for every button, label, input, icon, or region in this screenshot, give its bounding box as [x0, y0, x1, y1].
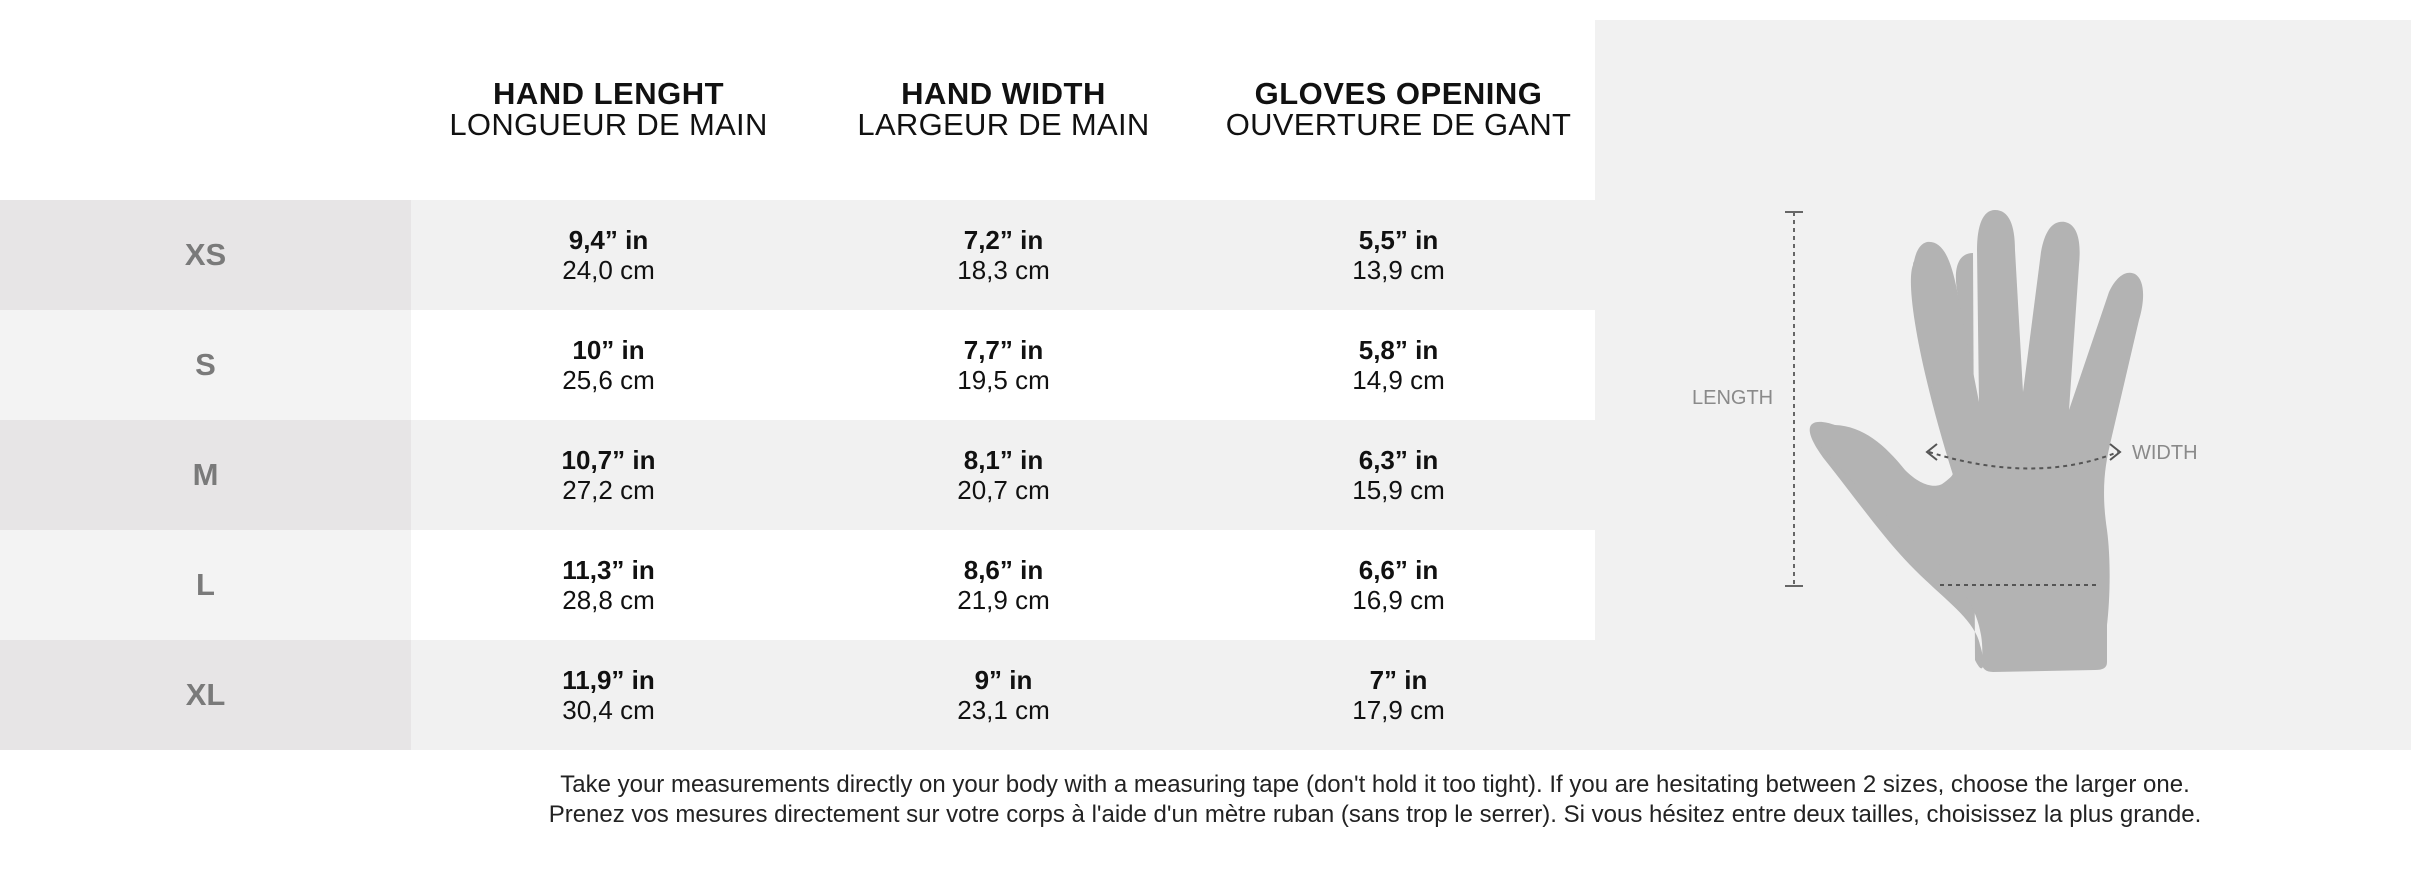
size-label: L: [0, 530, 411, 640]
opening-cm: 15,9 cm: [1352, 475, 1445, 505]
note-english: Take your measurements directly on your body with a measuring tape (don't hold it too tight). If you are hesitating between 2 sizes, choose the larger one.: [560, 771, 2190, 798]
length-cell: [411, 530, 806, 640]
header-hand-length: [411, 78, 806, 140]
opening-cell: [1201, 310, 1596, 420]
width-cell: [806, 640, 1201, 750]
width-cell: [806, 200, 1201, 310]
size-label: XS: [0, 200, 411, 310]
width-in: 9” in: [974, 665, 1033, 695]
width-cm: 21,9 cm: [957, 585, 1050, 615]
table-row-m: [0, 420, 1595, 530]
header-gloves-opening-fr: OUVERTURE DE GANT: [1225, 107, 1572, 142]
opening-in: 5,5” in: [1358, 225, 1439, 255]
length-in: 10,7” in: [561, 445, 656, 475]
length-cell: [411, 200, 806, 310]
length-cell: [411, 640, 806, 750]
width-cm: 19,5 cm: [957, 365, 1050, 395]
length-cm: 27,2 cm: [562, 475, 655, 505]
size-label: M: [0, 420, 411, 530]
opening-in: 6,3” in: [1358, 445, 1439, 475]
opening-in: 6,6” in: [1358, 555, 1439, 585]
opening-cell: [1201, 420, 1596, 530]
table-row-l: [0, 530, 1595, 640]
opening-cm: 13,9 cm: [1352, 255, 1445, 285]
width-cell: [806, 310, 1201, 420]
table-row-s: [0, 310, 1595, 420]
width-label: WIDTH: [2132, 442, 2198, 464]
opening-cm: 14,9 cm: [1352, 365, 1445, 395]
hand-palm: [1818, 210, 2143, 672]
size-label: XL: [0, 640, 411, 750]
length-cell: [411, 310, 806, 420]
length-cm: 30,4 cm: [562, 695, 655, 725]
length-cell: [411, 420, 806, 530]
width-in: 7,7” in: [963, 335, 1044, 365]
opening-cell: [1201, 200, 1596, 310]
opening-cm: 17,9 cm: [1352, 695, 1445, 725]
header-hand-length-fr: LONGUEUR DE MAIN: [449, 107, 768, 142]
width-cm: 18,3 cm: [957, 255, 1050, 285]
length-cm: 28,8 cm: [562, 585, 655, 615]
width-in: 8,6” in: [963, 555, 1044, 585]
header-gloves-opening-en: GLOVES OPENING: [1254, 76, 1543, 111]
length-cm: 24,0 cm: [562, 255, 655, 285]
length-cm: 25,6 cm: [562, 365, 655, 395]
header-gloves-opening: [1201, 78, 1596, 140]
header-hand-width-en: HAND WIDTH: [901, 76, 1106, 111]
width-arrow-right: [2110, 444, 2120, 460]
width-cm: 23,1 cm: [957, 695, 1050, 725]
length-label: LENGTH: [1692, 387, 1774, 409]
length-in: 10” in: [572, 335, 645, 365]
width-in: 7,2” in: [963, 225, 1044, 255]
header-hand-width: [806, 78, 1201, 140]
width-cm: 20,7 cm: [957, 475, 1050, 505]
length-in: 11,3” in: [562, 555, 655, 585]
length-in: 11,9” in: [562, 665, 655, 695]
width-cell: [806, 420, 1201, 530]
header-hand-length-en: HAND LENGHT: [492, 76, 725, 111]
hand-measurement-icon: [1595, 20, 2411, 750]
note-french: Prenez vos mesures directement sur votre corps à l'aide d'un mètre ruban (sans trop le serrer). Si vous hésitez entre deux tailles, choisissez la plus grande.: [548, 801, 2202, 828]
opening-cell: [1201, 640, 1596, 750]
size-label: S: [0, 310, 411, 420]
opening-cm: 16,9 cm: [1352, 585, 1445, 615]
opening-in: 5,8” in: [1358, 335, 1439, 365]
opening-in: 7” in: [1369, 665, 1428, 695]
table-row-xs: [0, 200, 1595, 310]
length-in: 9,4” in: [568, 225, 649, 255]
width-cell: [806, 530, 1201, 640]
width-in: 8,1” in: [963, 445, 1044, 475]
table-row-xl: [0, 640, 1595, 750]
measurement-figure: [1595, 20, 2411, 750]
header-hand-width-fr: LARGEUR DE MAIN: [857, 107, 1150, 142]
opening-cell: [1201, 530, 1596, 640]
